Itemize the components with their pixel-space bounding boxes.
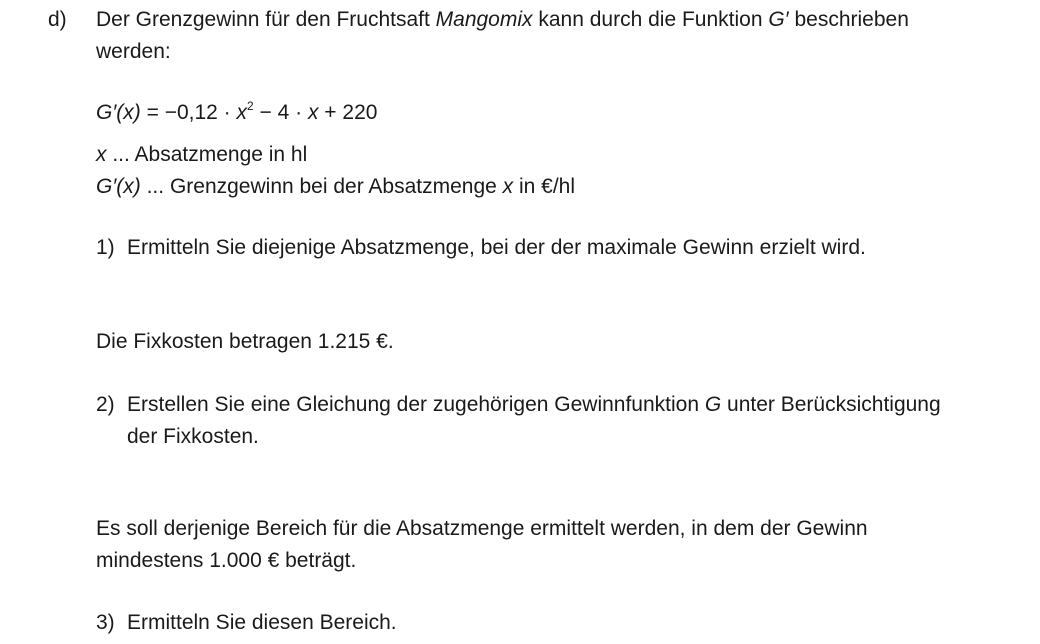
var-g-unit: in €/hl [513,175,576,198]
range-statement [96,513,996,577]
task-2-text-after: unter Berücksichtigung [721,393,941,416]
intro-before: Der Grenzgewinn für den Fruchtsaft [96,8,436,31]
task-1 [96,232,996,264]
formula-rhs-end: + 220 [318,101,378,124]
task-3 [96,607,996,639]
formula-lhs: G′(x) [96,101,141,124]
formula-var-x2: x [307,101,319,124]
marginal-profit-formula [96,97,377,129]
intro-middle: kann durch die Funktion [532,8,769,31]
variable-x-definition [96,139,307,171]
product-name: Mangomix [435,8,533,31]
function-symbol: G′ [768,8,789,31]
task-2 [96,389,996,453]
range-line1: Es soll derjenige Bereich für die Absatzmenge ermittelt werden, in dem der Gewinn [96,517,868,540]
var-g-desc: ... Grenzgewinn bei der Absatzmenge [140,175,503,198]
intro-text [96,4,996,68]
task-1-text: Ermitteln Sie diejenige Absatzmenge, bei der der maximale Gewinn erzielt wird. [127,236,866,259]
part-label: d) [48,8,67,31]
formula-var-x: x [236,101,247,124]
variable-g-definition [96,171,575,203]
task-1-number: 1) [96,236,115,259]
fixed-costs-statement: Die Fixkosten betragen 1.215 €. [96,330,394,353]
var-x-desc: ... Absatzmenge in hl [106,143,308,166]
task-3-number: 3) [96,611,115,634]
formula-rhs-after: − 4 · [253,101,308,124]
task-2-number: 2) [96,393,115,416]
task-2-line2: der Fixkosten. [127,425,259,448]
task-2-text-before: Erstellen Sie eine Gleichung der zugehörigen Gewinnfunktion [127,393,705,416]
var-g-x: x [502,175,514,198]
intro-after: beschrieben [788,8,909,31]
task-3-text: Ermitteln Sie diesen Bereich. [127,611,397,634]
var-x-symbol: x [96,143,107,166]
formula-rhs-before: = −0,12 · [140,101,237,124]
intro-line2: werden: [96,40,171,63]
var-g-symbol: G′(x) [96,175,141,198]
formula-exponent: 2 [247,99,254,113]
range-line2: mindestens 1.000 € beträgt. [96,549,357,572]
task-2-symbol: G [704,393,722,416]
